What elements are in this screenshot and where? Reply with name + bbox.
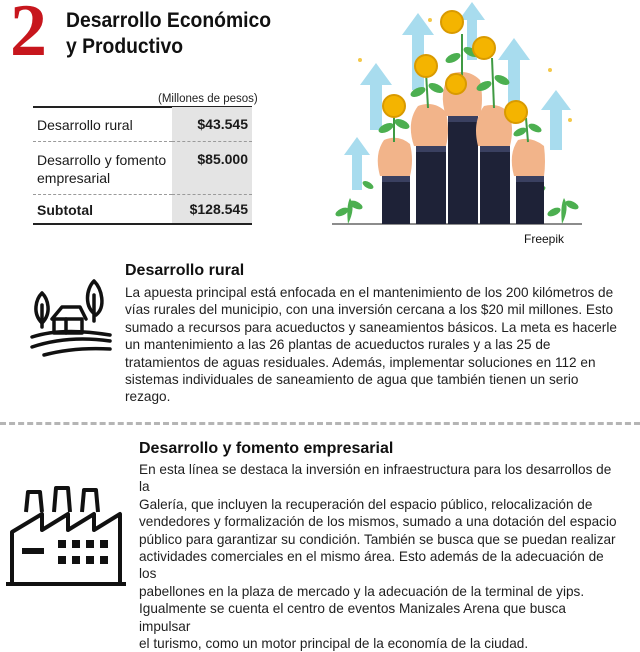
page-title-line-1: Desarrollo Económico [66,9,272,32]
row-value: $43.545 [172,107,252,142]
row-label: Desarrollo rural [33,107,172,142]
table-row [33,107,252,142]
section-divider [0,422,640,425]
body-line: pabellones en la plaza de mercado y la adecuación de la terminal de yips. [139,583,585,599]
total-label: Subtotal [33,195,172,225]
farm-landscape-icon [30,275,112,357]
section-number: 2 [10,0,47,72]
section-body [125,284,625,406]
page-title [66,8,305,60]
row-label-line-1: Desarrollo y fomento [37,152,167,168]
row-label-line-2: empresarial [37,170,111,186]
body-line: actividades comerciales en el mismo área. Esto además de la adecuación de los [139,549,604,582]
body-line: sistemas individuales de saneamiento de agua que también tienen un serio rezago. [125,372,579,405]
body-line: vías rurales del municipio, con una inversión cercana a los $20 mil millones. Esto [125,302,614,318]
section-title: Desarrollo y fomento empresarial [139,440,394,457]
body-line: En esta línea se destaca la inversión en infraestructura para los desarrollos de la [139,462,612,495]
section-title: Desarrollo rural [125,262,245,279]
row-value: $85.000 [172,142,252,195]
row-label [33,142,172,195]
budget-table [33,107,252,225]
body-line: público para garantizar su condición. También se busca que se puedan realizar [139,531,616,547]
body-line: el turismo, como un motor principal de la economía de la ciudad. [139,636,529,652]
table-total-row [33,195,252,225]
factory-icon [4,484,128,588]
body-line: vendedores y formalización de los mismos, sumado a una dotación del espacio [139,514,617,530]
image-credit: Freepik [524,232,565,246]
total-value: $128.545 [172,195,252,225]
page-title-line-2: y Productivo [66,35,184,58]
body-line: un mantenimiento a las 26 plantas de acueductos rurales y a las 25 de [125,337,551,353]
body-line: tratamientos de aguas residuales. Además, implementar soluciones en 112 en [125,354,596,370]
table-row [33,142,252,195]
section-body [139,461,619,652]
unit-note: (Millones de pesos) [158,93,258,105]
body-line: Galería, que incluyen la recuperación del espacio público, relocalización de [139,496,593,512]
body-line: Igualmente se cuenta el centro de eventos Manizales Arena que busca impulsar [139,601,566,634]
body-line: La apuesta principal está enfocada en el mantenimiento de los 200 kilómetros de [125,285,614,300]
body-line: sumado a recursos para acueductos y saneamientos básicos. La meta es hacerle [125,319,617,335]
hands-growing-coins-illustration [330,0,585,228]
